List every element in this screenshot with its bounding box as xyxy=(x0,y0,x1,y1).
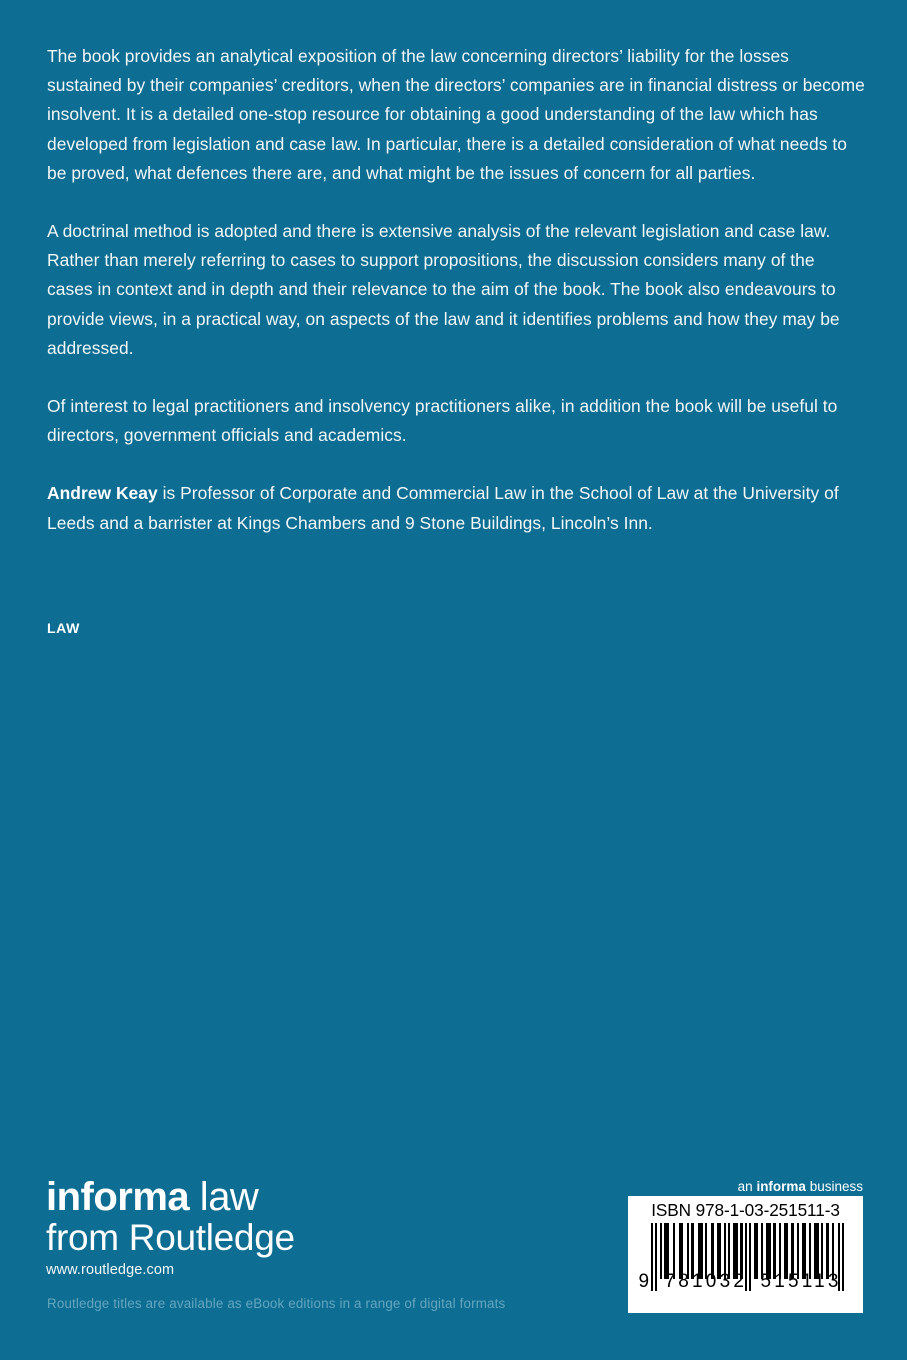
ebook-availability-note: Routledge titles are available as eBook editions in a range of digital formats xyxy=(47,1296,506,1311)
tagline-prefix: an xyxy=(737,1179,757,1194)
tagline-brand: informa xyxy=(756,1179,806,1194)
barcode-digits xyxy=(639,1271,853,1293)
logo-line-from-routledge: from Routledge xyxy=(46,1217,295,1258)
barcode-digit-system: 9 xyxy=(638,1271,650,1292)
logo-imprint-law: law xyxy=(189,1175,259,1219)
informa-business-tagline xyxy=(738,1179,863,1195)
blurb-paragraph-2: A doctrinal method is adopted and there is extensive analysis of the relevant legislation and case law. Rather than merely referring to cases to support propositions, the discussion considers many of the cases in context and in depth and their relevance to the aim of the book. The book also endeavours to provide views, in a practical way, on aspects of the law and it identifies problems and how they may be addressed. xyxy=(47,221,840,358)
logo-brand-informa: informa xyxy=(46,1175,190,1219)
blurb-paragraph-1: The book provides an analytical exposition of the law concerning directors’ liability for the losses sustained by their companies’ creditors, when the directors’ companies are in financial distress or become insolvent. It is a detailed one-stop resource for obtaining a good understanding of the law which has developed from legislation and case law. In particular, there is a detailed consideration of what needs to be proved, what defences there are, and what might be the issues of concern for all parties. xyxy=(47,46,865,183)
author-bio-text: is Professor of Corporate and Commercial Law in the School of Law at the University of Leeds and a barrister at Kings Chambers and 9 Stone Buildings, Lincoln’s Inn. xyxy=(47,483,839,533)
tagline-suffix: business xyxy=(805,1179,863,1194)
blurb-paragraph-3: Of interest to legal practitioners and insolvency practitioners alike, in addition the book will be useful to directors, government officials and academics. xyxy=(47,396,838,446)
barcode-digits-right-group: 515113 xyxy=(760,1271,842,1292)
author-name: Andrew Keay xyxy=(47,483,158,504)
isbn-number: ISBN 978-1-03-251511-3 xyxy=(651,1200,840,1220)
subject-category-label: LAW xyxy=(47,620,80,636)
blurb-block xyxy=(47,42,865,538)
barcode-digits-left-group: 781032 xyxy=(664,1271,748,1292)
isbn-barcode-box xyxy=(628,1196,863,1313)
logo-line-informa-law xyxy=(46,1176,295,1218)
author-bio xyxy=(47,479,865,537)
publisher-website-url: www.routledge.com xyxy=(46,1262,175,1278)
publisher-logo xyxy=(46,1176,295,1279)
